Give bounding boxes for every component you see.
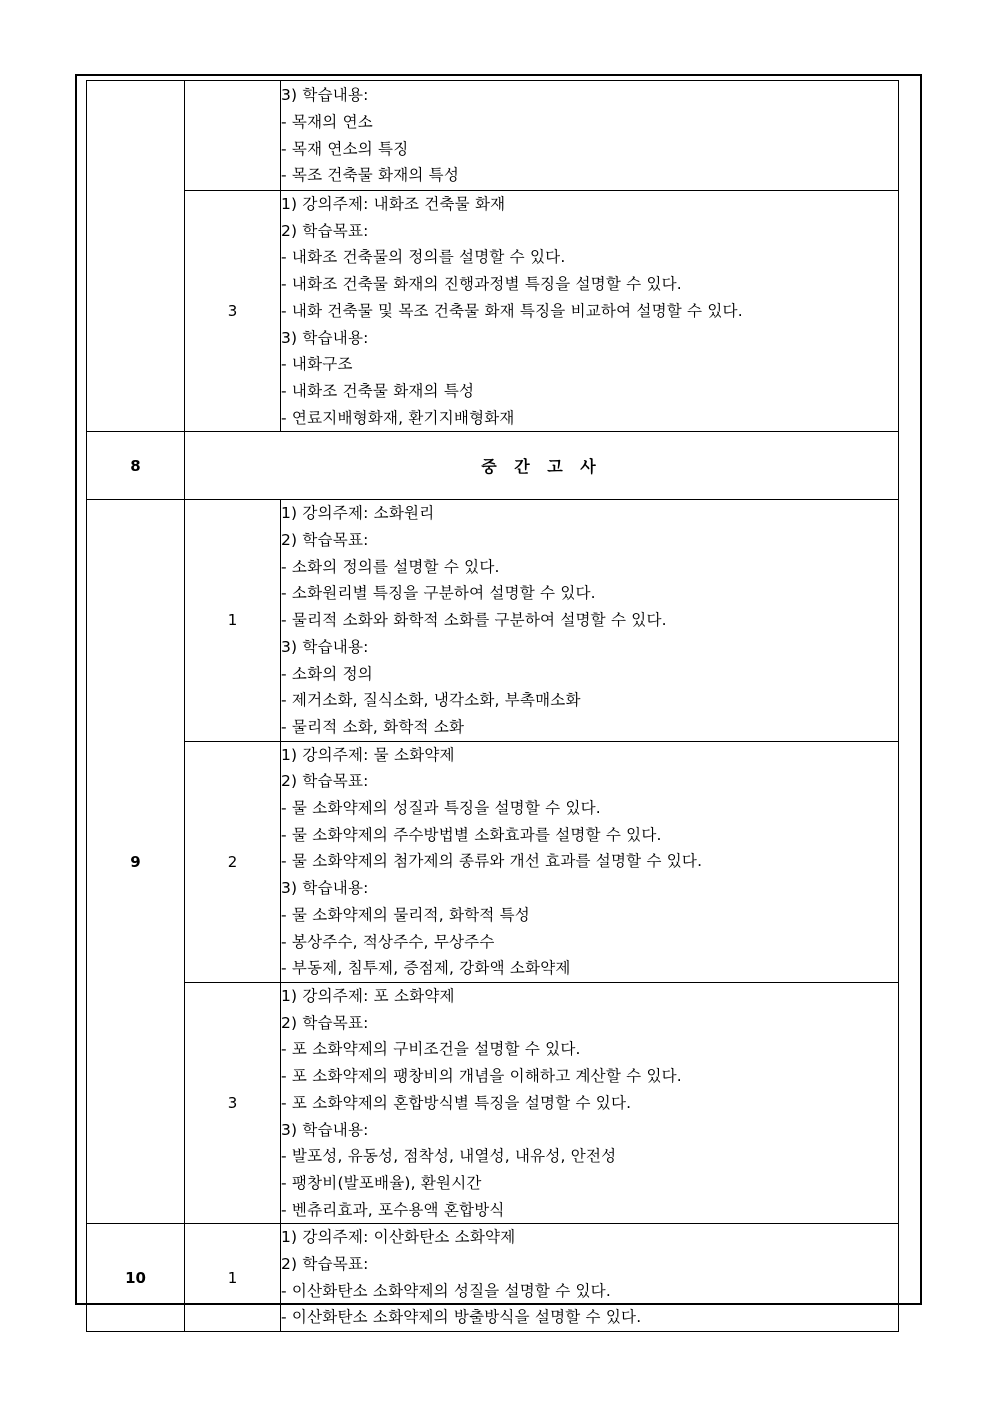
content-line: - 내화조 건축물의 정의를 설명할 수 있다. <box>281 248 566 267</box>
content-line: - 목재 연소의 특징 <box>281 139 409 158</box>
content-line: - 발포성, 유동성, 점착성, 내열성, 내유성, 안전성 <box>281 1147 617 1166</box>
content-line: - 목재의 연소 <box>281 112 373 131</box>
session-cell: 3 <box>185 982 281 1223</box>
table-row <box>87 982 899 1223</box>
content-line: 3) 학습내용: <box>281 879 369 898</box>
content-line: - 물 소화약제의 첨가제의 종류와 개선 효과를 설명할 수 있다. <box>281 852 703 871</box>
content-line: - 이산화탄소 소화약제의 성질을 설명할 수 있다. <box>281 1281 611 1300</box>
table-row <box>87 81 899 191</box>
content-cell <box>281 1224 899 1332</box>
session-cell: 3 <box>185 191 281 432</box>
content-line: - 소화의 정의 <box>281 664 373 683</box>
content-cell <box>281 81 899 191</box>
content-line: - 벤츄리효과, 포수용액 혼합방식 <box>281 1200 505 1219</box>
content-line: 1) 강의주제: 물 소화약제 <box>281 745 455 764</box>
week-cell <box>87 81 185 432</box>
content-line: 3) 학습내용: <box>281 1120 369 1139</box>
week-cell: 10 <box>87 1224 185 1332</box>
content-cell <box>281 191 899 432</box>
session-cell: 2 <box>185 741 281 982</box>
week-cell: 9 <box>87 500 185 1224</box>
content-line: - 내화조 건축물 화재의 진행과정별 특징을 설명할 수 있다. <box>281 275 682 294</box>
content-line: - 물 소화약제의 성질과 특징을 설명할 수 있다. <box>281 799 601 818</box>
content-line: 1) 강의주제: 포 소화약제 <box>281 986 455 1005</box>
content-line: 2) 학습목표: <box>281 1013 369 1032</box>
table-row <box>87 191 899 432</box>
content-line: 1) 강의주제: 이산화탄소 소화약제 <box>281 1228 516 1247</box>
content-cell <box>281 741 899 982</box>
content-line: - 물 소화약제의 주수방법별 소화효과를 설명할 수 있다. <box>281 825 662 844</box>
content-cell <box>281 982 899 1223</box>
session-cell: 1 <box>185 1224 281 1332</box>
content-line: - 내화구조 <box>281 355 353 374</box>
content-line: - 연료지배형화재, 환기지배형화재 <box>281 408 515 427</box>
session-cell <box>185 81 281 191</box>
content-line: - 내화 건축물 및 목조 건축물 화재 특징을 비교하여 설명할 수 있다. <box>281 301 743 320</box>
content-line: 2) 학습목표: <box>281 531 369 550</box>
content-line: - 제거소화, 질식소화, 냉각소화, 부촉매소화 <box>281 691 581 710</box>
content-line: - 물리적 소화, 화학적 소화 <box>281 717 465 736</box>
content-line: - 소화원리별 특징을 구분하여 설명할 수 있다. <box>281 584 596 603</box>
table-row <box>87 741 899 982</box>
content-line: - 목조 건축물 화재의 특성 <box>281 166 460 185</box>
content-line: 3) 학습내용: <box>281 86 369 105</box>
week-cell: 8 <box>87 432 185 500</box>
content-line: - 포 소화약제의 혼합방식별 특징을 설명할 수 있다. <box>281 1093 632 1112</box>
content-line: - 부동제, 침투제, 증점제, 강화액 소화약제 <box>281 959 571 978</box>
midterm-exam-cell: 중 간 고 사 <box>185 432 899 500</box>
content-line: 3) 학습내용: <box>281 637 369 656</box>
session-cell: 1 <box>185 500 281 741</box>
content-line: 3) 학습내용: <box>281 328 369 347</box>
content-line: 1) 강의주제: 소화원리 <box>281 504 435 523</box>
content-line: - 포 소화약제의 팽창비의 개념을 이해하고 계산할 수 있다. <box>281 1067 682 1086</box>
table-row <box>87 432 899 500</box>
content-line: - 봉상주수, 적상주수, 무상주수 <box>281 932 495 951</box>
content-line: - 이산화탄소 소화약제의 방출방식을 설명할 수 있다. <box>281 1308 642 1327</box>
content-line: - 팽창비(발포배율), 환원시간 <box>281 1173 482 1192</box>
content-line: 2) 학습목표: <box>281 772 369 791</box>
content-line: - 포 소화약제의 구비조건을 설명할 수 있다. <box>281 1040 581 1059</box>
content-line: - 물리적 소화와 화학적 소화를 구분하여 설명할 수 있다. <box>281 611 667 630</box>
content-line: - 내화조 건축물 화재의 특성 <box>281 381 475 400</box>
content-line: - 소화의 정의를 설명할 수 있다. <box>281 557 500 576</box>
syllabus-table <box>86 80 899 1332</box>
table-row <box>87 500 899 741</box>
content-line: 2) 학습목표: <box>281 221 369 240</box>
content-line: 2) 학습목표: <box>281 1255 369 1274</box>
table-row <box>87 1224 899 1332</box>
content-cell <box>281 500 899 741</box>
content-line: - 물 소화약제의 물리적, 화학적 특성 <box>281 905 530 924</box>
content-line: 1) 강의주제: 내화조 건축물 화재 <box>281 195 506 213</box>
